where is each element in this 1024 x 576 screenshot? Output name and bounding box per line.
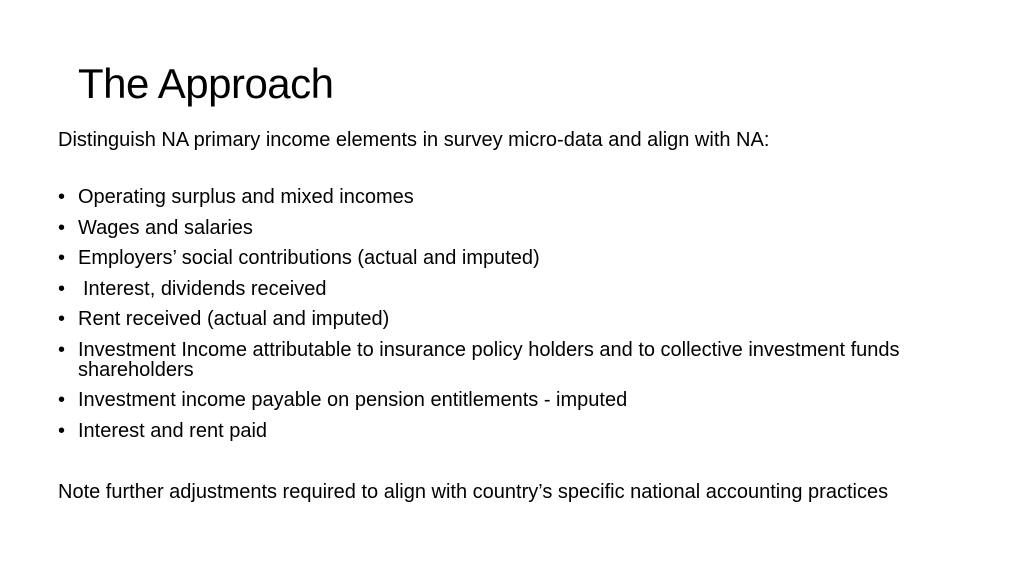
list-item	[58, 340, 938, 380]
bullet-icon: •	[58, 277, 66, 300]
bullet-icon: •	[58, 186, 66, 208]
list-item-text: Investment income payable on pension entitlements - imputed	[78, 389, 628, 411]
bullet-icon: •	[58, 389, 66, 411]
list-item-text: Investment Income attributable to insurance policy holders and to collective investment funds shareholders	[78, 338, 900, 381]
list-item	[58, 390, 938, 410]
list-item-text: Employers’ social contributions (actual and imputed)	[78, 247, 540, 269]
list-item-text: Interest, dividends received	[83, 277, 327, 300]
list-item	[58, 187, 938, 207]
list-item-text: Wages and salaries	[78, 216, 253, 239]
note-text: Note further adjustments required to align with country’s specific national accounting practices	[58, 481, 889, 503]
list-item	[58, 218, 938, 238]
list-item-text: Operating surplus and mixed incomes	[78, 186, 414, 208]
bullet-icon: •	[58, 419, 66, 442]
bullet-list	[58, 187, 938, 451]
bullet-icon: •	[58, 308, 66, 330]
list-item-text: Rent received (actual and imputed)	[78, 308, 390, 330]
bullet-icon: •	[58, 247, 66, 269]
list-item	[58, 421, 938, 441]
list-item	[58, 279, 938, 299]
bullet-icon: •	[58, 216, 66, 239]
slide-title: The Approach	[78, 60, 334, 107]
list-item-text: Interest and rent paid	[78, 419, 268, 442]
list-item	[58, 309, 938, 329]
list-item	[58, 248, 938, 268]
bullet-icon: •	[58, 338, 66, 361]
intro-text: Distinguish NA primary income elements in survey micro-data and align with NA:	[58, 129, 770, 151]
